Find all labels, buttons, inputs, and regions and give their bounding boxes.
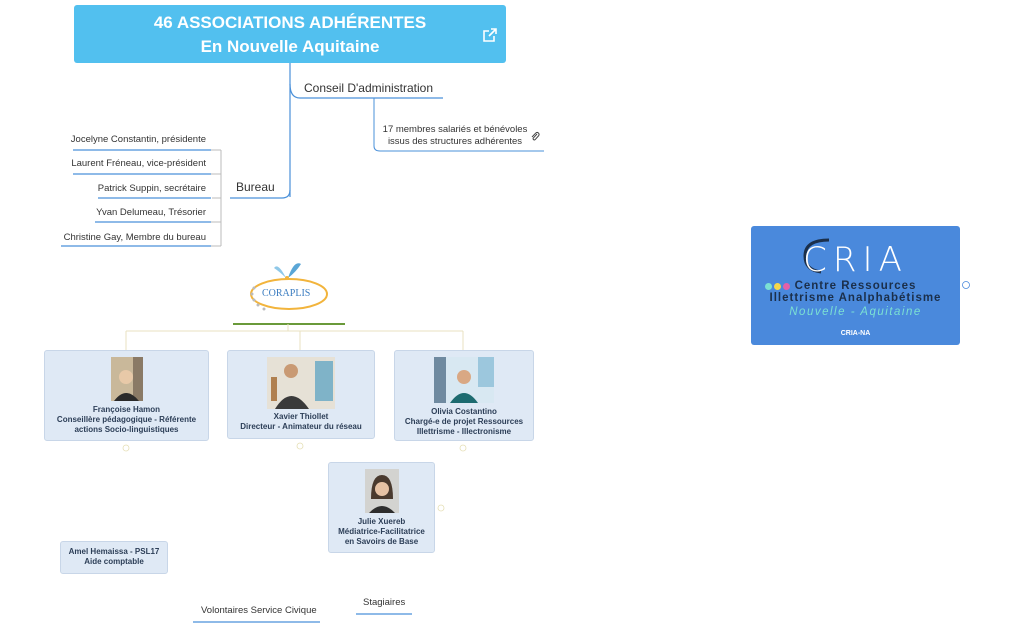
paperclip-icon[interactable] [530,129,540,147]
staff-role: Aide comptable [84,557,144,566]
cria-label: CRIA-NA [840,330,871,337]
conseil-note-line-2: issus des structures adhérentes [387,136,523,147]
cria-node[interactable] [751,226,960,345]
bureau-member[interactable]: Christine Gay, Membre du bureau [63,232,206,243]
staff-photo [111,357,143,401]
cria-line-1: Centre Ressources [794,280,917,292]
staff-card-xavier[interactable] [227,350,375,439]
cria-line-2: Illettrisme Analphabétisme [769,292,942,304]
coraplis-logo[interactable] [246,258,332,318]
cria-line-3: Nouvelle - Aquitaine [789,306,922,318]
title-line-1: 46 ASSOCIATIONS ADHÉRENTES [153,13,427,32]
staff-card-amel[interactable] [60,541,168,574]
staff-card-francoise[interactable] [44,350,209,441]
bureau-member[interactable]: Yvan Delumeau, Trésorier [96,207,206,218]
staff-name: Xavier Thiollet [273,412,329,421]
cria-word: CRIA [803,240,908,280]
staff-card-olivia[interactable] [394,350,534,441]
bureau-member[interactable]: Jocelyne Constantin, présidente [70,134,206,145]
stagiaires-node[interactable]: Stagiaires [363,597,406,608]
staff-name: Olivia Costantino [431,407,497,416]
staff-name: Amel Hemaissa - PSL17 [68,547,160,556]
conseil-note-line-1: 17 membres salariés et bénévoles [382,124,528,135]
staff-name: Julie Xuereb [357,517,406,526]
bureau-member[interactable]: Patrick Suppin, secrétaire [97,183,206,194]
bureau-node[interactable]: Bureau [236,180,275,194]
bureau-member[interactable]: Laurent Fréneau, vice-président [71,158,206,169]
external-link-icon[interactable] [482,26,498,42]
expand-icon[interactable] [962,281,970,289]
staff-role: en Savoirs de Base [344,537,419,546]
coraplis-logo-text: CORAPLIS [262,288,311,299]
staff-photo [365,469,399,513]
staff-name: Françoise Hamon [92,405,161,414]
staff-role: actions Socio-linguistiques [74,425,179,434]
staff-role: Conseillère pédagogique - Référente [56,415,197,424]
staff-role: Chargé-e de projet Ressources [404,417,524,426]
staff-photo [434,357,494,403]
conseil-administration-node[interactable]: Conseil D'administration [304,81,434,95]
conseil-note[interactable] [380,124,530,148]
title-line-2: En Nouvelle Aquitaine [200,37,380,56]
staff-card-julie[interactable] [328,462,435,553]
staff-photo [267,357,335,409]
volontaires-node[interactable]: Volontaires Service Civique [201,605,317,616]
staff-role: Illettrisme - Illectronisme [416,427,512,436]
staff-role: Médiatrice-Facilitatrice [338,527,425,536]
central-topic[interactable] [74,5,506,63]
staff-role: Directeur - Animateur du réseau [240,422,362,431]
